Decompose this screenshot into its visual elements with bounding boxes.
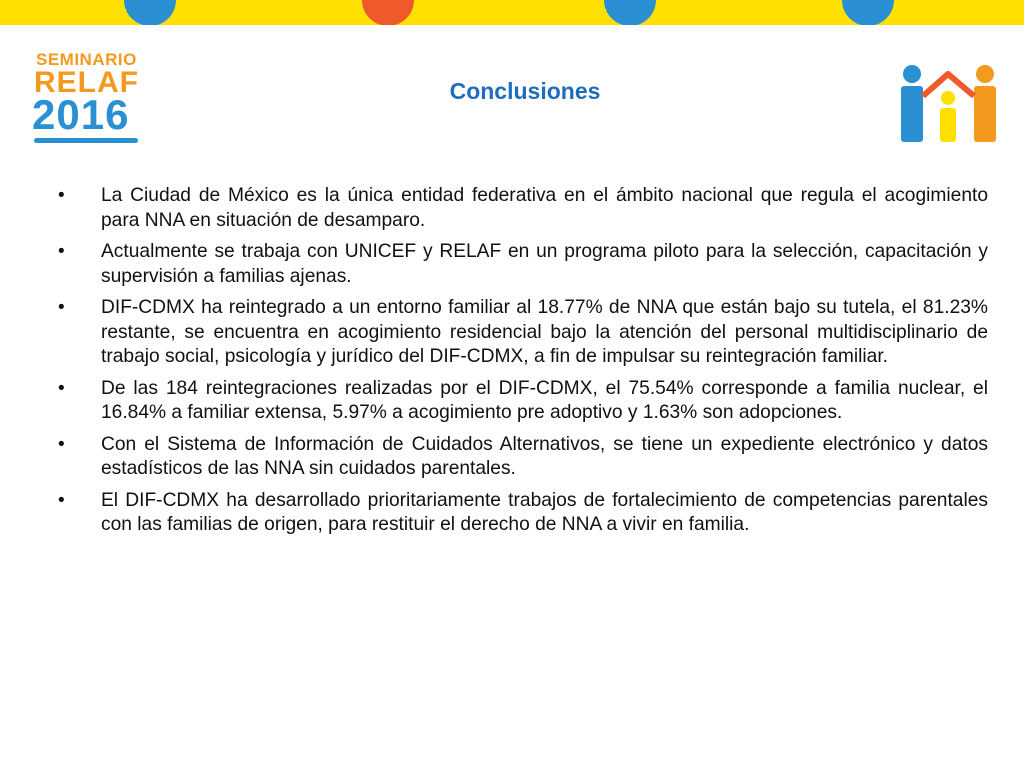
bullet-dot: • — [58, 185, 65, 206]
list-item-text: El DIF-CDMX ha desarrollado prioritariamente trabajos de fortalecimiento de competencias parentales con las familias de origen, para restituir el derecho de NNA a vivir en familia. — [101, 489, 988, 535]
list-item — [58, 377, 988, 426]
top-decorative-band — [0, 0, 1024, 25]
list-item — [58, 184, 988, 233]
list-item — [58, 296, 988, 370]
decor-circle — [604, 0, 656, 25]
logo-line-seminario: SEMINARIO — [36, 50, 137, 69]
list-item — [58, 489, 988, 538]
list-item — [58, 433, 988, 482]
logo-line-relaf: RELAF — [34, 66, 139, 99]
logo-line-year: 2016 — [32, 91, 130, 138]
bullet-dot: • — [58, 433, 65, 455]
bullet-dot: • — [58, 377, 65, 399]
list-item-text: DIF-CDMX ha reintegrado a un entorno familiar al 18.77% de NNA que están bajo su tutela, el 81.23% restante, se encuentra en acogimiento residencial bajo la atención del personal multidisciplinario de trabajo social, psicología y jurídico del DIF-CDMX, a fin de impulsar su reintegración familiar. — [101, 297, 988, 367]
bullet-dot: • — [58, 489, 65, 511]
list-item-text: La Ciudad de México es la única entidad federativa en el ámbito nacional que regula el acogimiento para NNA en situación de desamparo. — [101, 185, 988, 231]
decor-circle — [362, 0, 414, 25]
family-icon — [898, 62, 998, 144]
list-item-text: De las 184 reintegraciones realizadas por el DIF-CDMX, el 75.54% corresponde a familia nuclear, el 16.84% a familiar extensa, 5.97% a acogimiento pre adoptivo y 1.63% son adopciones. — [101, 377, 988, 423]
bullet-dot: • — [58, 297, 65, 318]
logo-underline — [34, 138, 138, 143]
decor-circle — [124, 0, 176, 25]
conclusions-list — [58, 184, 988, 545]
list-item-text: Actualmente se trabaja con UNICEF y RELAF en un programa piloto para la selección, capacitación y supervisión a familias ajenas. — [101, 241, 988, 287]
page-title: Conclusiones — [449, 78, 601, 104]
list-item-text: Con el Sistema de Información de Cuidados Alternativos, se tiene un expediente electrónico y datos estadísticos de las NNA sin cuidados parentales. — [101, 433, 988, 479]
bullet-dot: • — [58, 241, 65, 262]
list-item — [58, 240, 988, 289]
decor-circle — [842, 0, 894, 25]
